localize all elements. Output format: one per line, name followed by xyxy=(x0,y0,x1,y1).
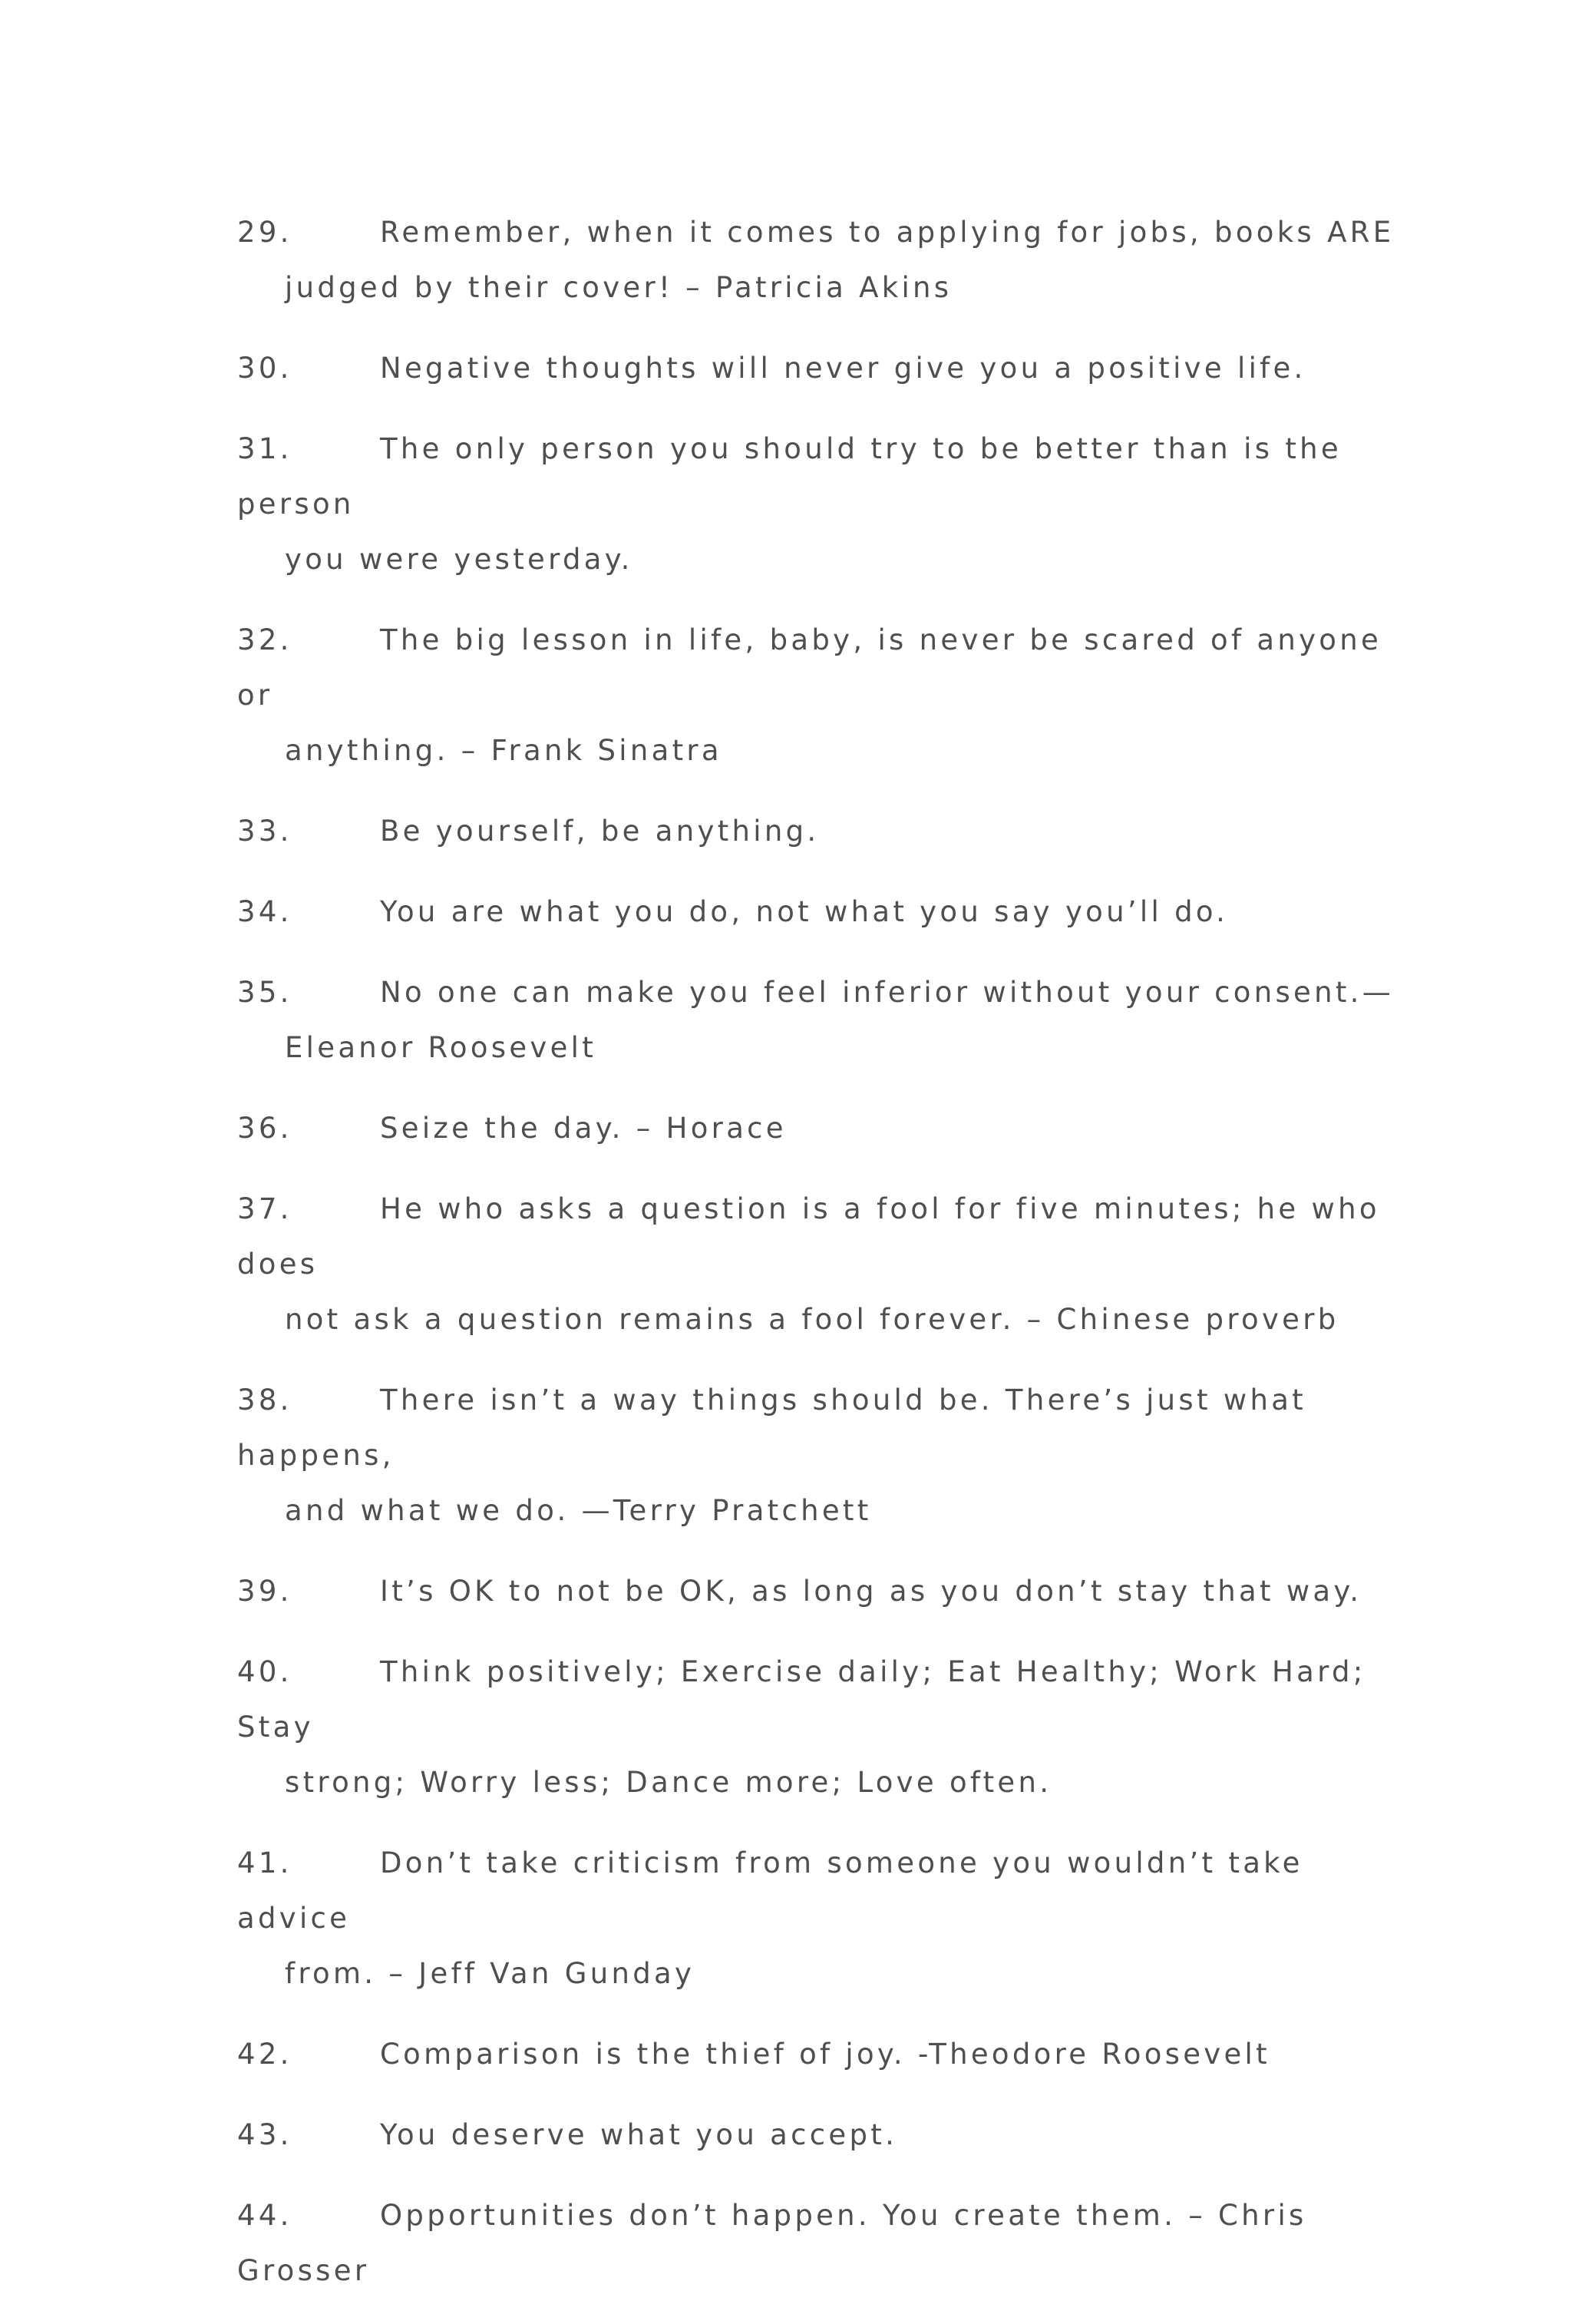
item-text: You deserve what you accept. xyxy=(380,2118,898,2151)
item-text-continuation: you were yesterday. xyxy=(285,543,633,576)
item-number: 39. xyxy=(237,1575,292,1608)
list-item xyxy=(237,884,1412,940)
list-item xyxy=(237,2027,1412,2082)
item-text: The big lesson in life, baby, is never be scared of anyone or xyxy=(237,623,1382,712)
item-number: 36. xyxy=(237,1112,292,1145)
item-number: 37. xyxy=(237,1192,292,1225)
item-text-continuation: anything. – Frank Sinatra xyxy=(285,734,722,767)
list-item xyxy=(237,341,1412,396)
item-text: He who asks a question is a fool for five minutes; he who does xyxy=(237,1192,1380,1281)
item-text: It’s OK to not be OK, as long as you don’t stay that way. xyxy=(380,1575,1362,1608)
item-number: 35. xyxy=(237,976,292,1009)
item-text-continuation: Eleanor Roosevelt xyxy=(285,1031,597,1064)
item-text: Don’t take criticism from someone you wouldn’t take advice xyxy=(237,1846,1303,1935)
list-item xyxy=(237,421,1412,587)
item-number: 43. xyxy=(237,2118,292,2151)
list-item xyxy=(237,965,1412,1076)
list-item xyxy=(237,1564,1412,1619)
item-text: Opportunities don’t happen. You create them. – Chris Grosser xyxy=(237,2199,1307,2287)
list-item xyxy=(237,2107,1412,2163)
list-item xyxy=(237,1645,1412,1810)
item-number: 30. xyxy=(237,352,292,385)
item-number: 33. xyxy=(237,815,292,848)
item-text: There isn’t a way things should be. There’s just what happens, xyxy=(237,1383,1306,1472)
item-number: 34. xyxy=(237,895,292,928)
list-item xyxy=(237,1836,1412,2002)
item-number: 38. xyxy=(237,1383,292,1417)
item-text: Negative thoughts will never give you a positive life. xyxy=(380,352,1306,385)
item-number: 32. xyxy=(237,623,292,656)
item-text-continuation: from. – Jeff Van Gunday xyxy=(285,1957,695,1990)
list-item xyxy=(237,1373,1412,1539)
item-text: Comparison is the thief of joy. -Theodore Roosevelt xyxy=(380,2038,1270,2071)
item-number: 40. xyxy=(237,1655,292,1688)
item-number: 31. xyxy=(237,432,292,465)
list-item xyxy=(237,2188,1412,2299)
list-item xyxy=(237,613,1412,779)
list-item xyxy=(237,1182,1412,1347)
item-number: 41. xyxy=(237,1846,292,1879)
item-text: No one can make you feel inferior without your consent.— xyxy=(380,976,1395,1009)
item-text: Be yourself, be anything. xyxy=(380,815,820,848)
item-text: Remember, when it comes to applying for jobs, books ARE xyxy=(380,216,1395,249)
item-text-continuation: strong; Worry less; Dance more; Love often. xyxy=(285,1766,1052,1799)
item-number: 44. xyxy=(237,2199,292,2232)
item-number: 42. xyxy=(237,2038,292,2071)
item-text: Seize the day. – Horace xyxy=(380,1112,787,1145)
list-item xyxy=(237,804,1412,859)
list-item xyxy=(237,1101,1412,1156)
list-item xyxy=(237,205,1412,316)
item-text: The only person you should try to be better than is the person xyxy=(237,432,1342,521)
item-text-continuation: judged by their cover! – Patricia Akins xyxy=(285,271,953,304)
quote-list xyxy=(237,205,1412,2324)
item-number: 29. xyxy=(237,216,292,249)
item-text: You are what you do, not what you say you’ll do. xyxy=(380,895,1229,928)
item-text-continuation: and what we do. —Terry Pratchett xyxy=(285,1494,872,1527)
item-text: Think positively; Exercise daily; Eat Healthy; Work Hard; Stay xyxy=(237,1655,1366,1744)
item-text-continuation: not ask a question remains a fool forever. – Chinese proverb xyxy=(285,1303,1339,1336)
